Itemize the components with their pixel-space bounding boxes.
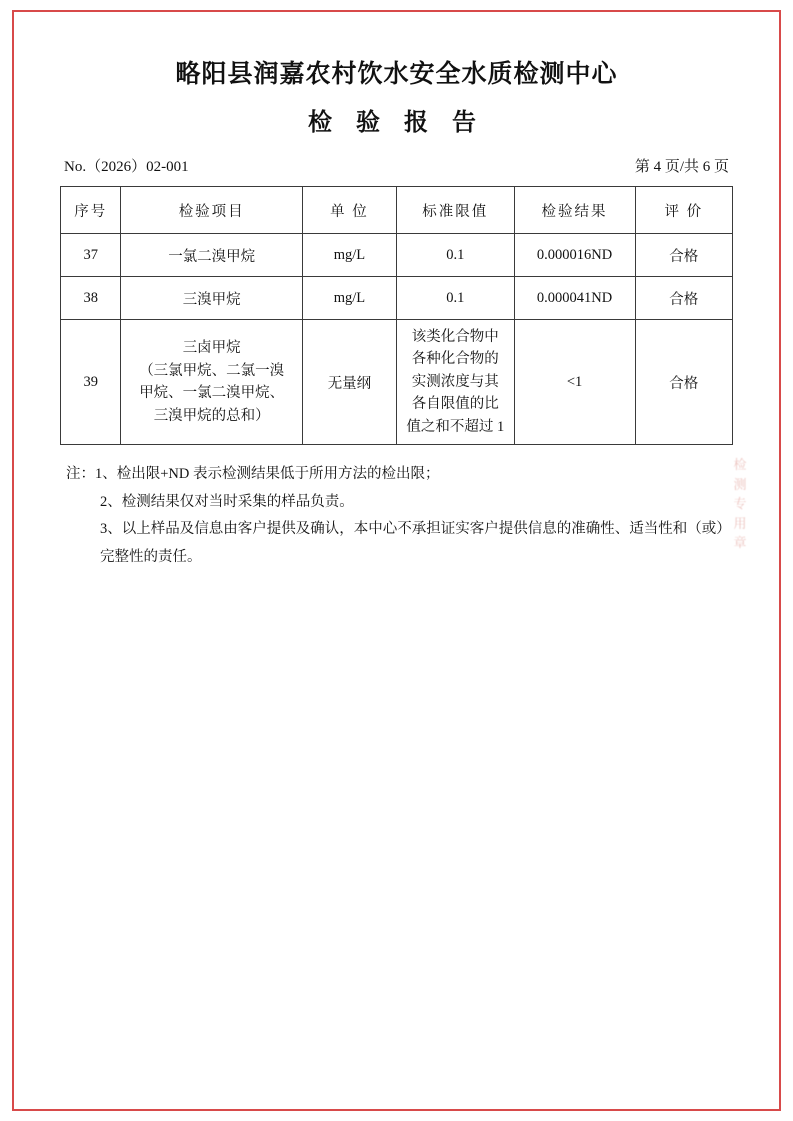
note-line-2: 2、检测结果仅对当时采集的样品负责。 (100, 493, 354, 510)
cell-item-line: 三溴甲烷的总和） (153, 407, 270, 424)
cell-limit-line: 该类化合物中 (411, 329, 499, 345)
cell-eval: 合格 (635, 277, 732, 320)
cell-limit-line: 各自限值的比 (411, 396, 499, 413)
column-header-eval: 评 价 (635, 187, 732, 234)
cell-item-line: （三氯甲烷、二氯一溴 (139, 362, 285, 379)
report-title: 检 验 报 告 (308, 110, 485, 136)
cell-result: 0.000041ND (514, 277, 635, 320)
table-header (61, 187, 733, 234)
page-number: 第 4 页/共 6 页 (634, 159, 729, 175)
cell-unit: mg/L (302, 234, 396, 277)
table-body (61, 234, 733, 445)
results-table (60, 186, 733, 445)
report-meta (60, 155, 733, 176)
cell-item: 一氯二溴甲烷 (121, 234, 302, 277)
cell-item-line: 三卤甲烷 (182, 340, 241, 357)
note-line-4: 完整性的责任。 (100, 548, 202, 565)
cell-result: 0.000016ND (514, 234, 635, 277)
cell-limit-line: 实测浓度与其 (411, 373, 499, 390)
cell-item (121, 320, 302, 445)
column-header-item: 检验项目 (121, 187, 302, 234)
table-row (61, 277, 733, 320)
cell-item: 三溴甲烷 (121, 277, 302, 320)
cell-no: 37 (61, 234, 121, 277)
column-header-limit: 标准限值 (396, 187, 514, 234)
note-line-1: 注：1、检出限+ND 表示检测结果低于所用方法的检出限； (66, 466, 440, 483)
cell-limit-line: 值之和不超过 1 (406, 418, 505, 435)
cell-no: 38 (61, 277, 121, 320)
cell-no: 39 (61, 320, 121, 445)
cell-limit (396, 320, 514, 445)
cell-limit-line: 各种化合物的 (411, 351, 499, 368)
cell-unit: 无量纲 (302, 320, 396, 445)
table-row (61, 234, 733, 277)
seal-mark: 检 测 专 用 章 (733, 457, 747, 550)
note-line-3: 3、以上样品及信息由客户提供及确认，本中心不承担证实客户提供信息的准确性、适当性和（或） (100, 521, 731, 538)
table-row (61, 320, 733, 445)
column-header-unit: 单 位 (302, 187, 396, 234)
column-header-no: 序号 (61, 187, 121, 234)
cell-item-line: 甲烷、一氯二溴甲烷、 (139, 385, 285, 402)
table-header-row (61, 187, 733, 234)
cell-result: <1 (514, 320, 635, 445)
cell-eval: 合格 (635, 234, 732, 277)
column-header-result: 检验结果 (514, 187, 635, 234)
notes-section (60, 461, 733, 571)
page-title: 略阳县润嘉农村饮水安全水质检测中心 (175, 61, 618, 88)
cell-eval: 合格 (635, 320, 732, 445)
cell-limit: 0.1 (396, 234, 514, 277)
cell-unit: mg/L (302, 277, 396, 320)
report-number: No.（2026）02-001 (64, 159, 189, 175)
cell-limit: 0.1 (396, 277, 514, 320)
